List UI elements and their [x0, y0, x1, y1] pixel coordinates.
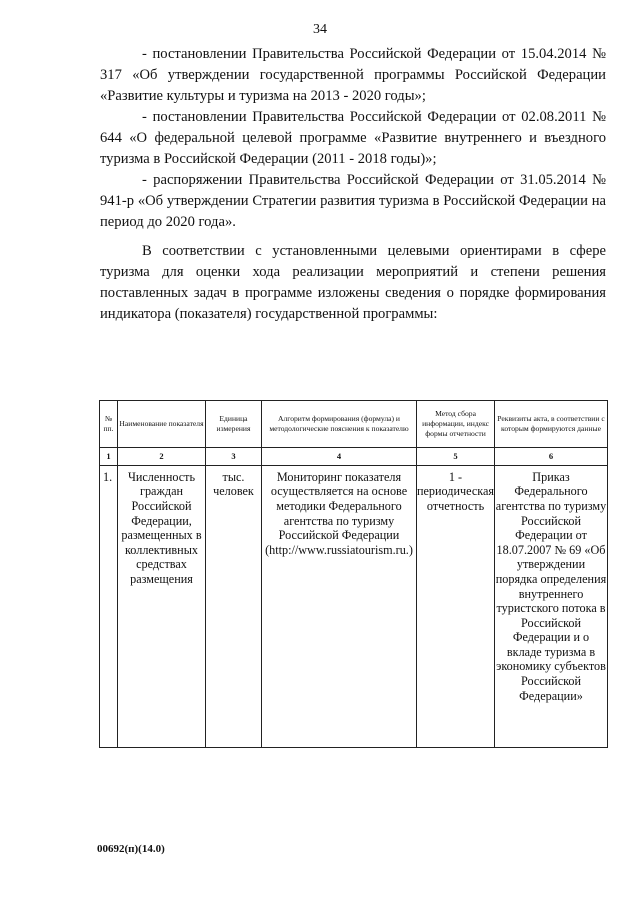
paragraph-decree-317: - постановлении Правительства Российской Федерации от 15.04.2014 № 317 «Об утверждении государственной программы Российской Федерации «Развитие культуры и туризма на 2013 - 2020 годы»; — [100, 46, 606, 104]
paragraph-intro: В соответствии с установленными целевыми ориентирами в сфере туризма для оценки хода реализации мероприятий и степени решения поставленных задач в программе изложены сведения о порядке формирования индикатора (показателя) государственной программы: — [100, 243, 606, 322]
header-name: Наименование показателя — [118, 401, 206, 448]
paragraph-decree-644: - постановлении Правительства Российской Федерации от 02.08.2011 № 644 «О федеральной целевой программе «Развитие внутреннего и въездного туризма в Российской Федерации (2011 - 2018 годы)»; — [100, 109, 606, 167]
column-number: 5 — [417, 448, 495, 466]
cell-num: 1. — [100, 465, 118, 747]
body-text — [100, 44, 606, 325]
cell-method: 1 - периодическая отчетность — [417, 465, 495, 747]
column-number: 4 — [262, 448, 417, 466]
paragraph-order-941: - распоряжении Правительства Российской Федерации от 31.05.2014 № 941-р «Об утверждении Стратегии развития туризма в Российской Федерации на период до 2020 года». — [100, 172, 606, 230]
cell-name: Численность граждан Российской Федерации, размещенных в коллективных средствах размещения — [118, 465, 206, 747]
cell-act: Приказ Федерального агентства по туризму Российской Федерации от 18.07.2007 № 69 «Об утверждении порядка определения внутреннего туристского потока в Российской Федерации и о вкладе туризма в экономику субъектов Российской Федерации» — [495, 465, 608, 747]
document-code: 00692(п)(14.0) — [97, 843, 165, 855]
column-number: 1 — [100, 448, 118, 466]
cell-unit: тыс. человек — [206, 465, 262, 747]
header-method: Метод сбора информации, индекс формы отчетности — [417, 401, 495, 448]
cell-algorithm: Мониторинг показателя осуществляется на основе методики Федерального агентства по туризму Российской Федерации (http://www.russiatourism.ru.) — [262, 465, 417, 747]
table-header-row — [100, 401, 608, 448]
header-act: Реквизиты акта, в соответствии с которым формируются данные — [495, 401, 608, 448]
column-number: 3 — [206, 448, 262, 466]
header-unit: Единица измерения — [206, 401, 262, 448]
column-number: 2 — [118, 448, 206, 466]
header-algorithm: Алгоритм формирования (формула) и методологические пояснения к показателю — [262, 401, 417, 448]
header-num: № пп. — [100, 401, 118, 448]
page-number: 34 — [313, 22, 327, 37]
table-row — [100, 465, 608, 747]
indicator-table — [99, 400, 608, 748]
column-number-row — [100, 448, 608, 466]
column-number: 6 — [495, 448, 608, 466]
